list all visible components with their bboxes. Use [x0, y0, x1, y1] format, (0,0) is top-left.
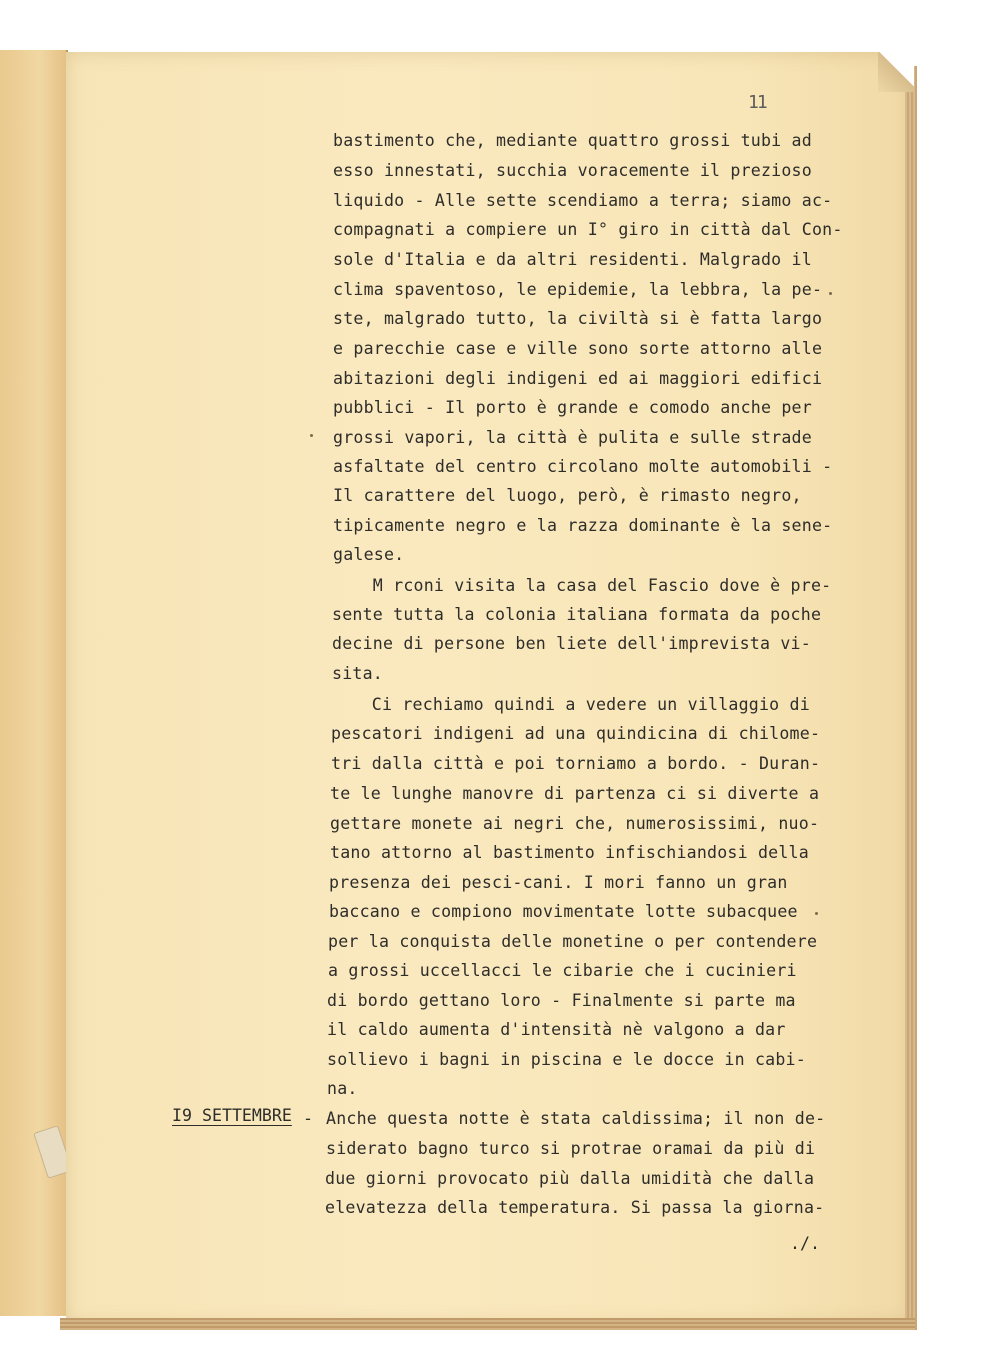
text-line: M rconi visita la casa del Fascio dove è pre-: [332, 576, 832, 595]
text-line: siderato bagno turco si protrae oramai da più di: [326, 1139, 816, 1158]
text-line: il caldo aumenta d'intensità nè valgono a dar: [327, 1020, 786, 1039]
paper-speck: [310, 434, 313, 437]
text-line: tri dalla città e poi torniamo a bordo. - Duran-: [331, 754, 821, 773]
text-line: tano attorno al bastimento infischiandosi della: [330, 843, 809, 862]
text-line: pubblici - Il porto è grande e comodo anche per: [333, 398, 812, 417]
date-heading: I9 SETTEMBRE: [172, 1106, 292, 1125]
text-line: na.: [327, 1079, 358, 1098]
text-line: due giorni provocato più dalla umidità che dalla: [325, 1169, 815, 1188]
page-corner-fold: [878, 52, 914, 92]
text-line: clima spaventoso, le epidemie, la lebbra, la pe-: [333, 280, 823, 299]
page-stack-edge: [905, 66, 917, 1330]
text-line: sita.: [332, 664, 383, 683]
text-line: e parecchie case e ville sono sorte attorno alle: [333, 339, 823, 358]
text-line: sente tutta la colonia italiana formata da poche: [332, 605, 822, 624]
text-line: elevatezza della temperatura. Si passa la giorna-: [325, 1198, 825, 1217]
text-line: ste, malgrado tutto, la civiltà si è fatta largo: [333, 309, 823, 328]
text-line: abitazioni degli indigeni ed ai maggiori edifici: [333, 369, 823, 388]
text-line: galese.: [333, 545, 405, 564]
page-number: 11: [748, 92, 766, 113]
continuation-mark: ./.: [790, 1234, 820, 1253]
date-dash: -: [303, 1109, 314, 1128]
text-line: sollievo i bagni in piscina e le docce in cabi-: [327, 1050, 806, 1069]
text-line: asfaltate del centro circolano molte automobili -: [333, 457, 833, 476]
text-line: decine di persone ben liete dell'imprevista vi-: [332, 634, 811, 653]
text-line: Ci rechiamo quindi a vedere un villaggio di: [331, 695, 810, 714]
text-line: pescatori indigeni ad una quindicina di chilome-: [331, 724, 821, 743]
text-line: baccano e compiono movimentate lotte subacquee: [329, 902, 798, 921]
text-line: presenza dei pesci-cani. I mori fanno un gran: [329, 873, 788, 892]
text-line: compagnati a compiere un I° giro in città dal Con-: [333, 220, 843, 239]
text-line: grossi vapori, la città è pulita e sulle strade: [333, 428, 812, 447]
text-line: di bordo gettano loro - Finalmente si parte ma: [327, 991, 796, 1010]
text-line: per la conquista delle monetine o per contendere: [328, 932, 818, 951]
text-line: te le lunghe manovre di partenza ci si diverte a: [330, 784, 820, 803]
text-line: gettare monete ai negri che, numerosissimi, nuo-: [330, 814, 820, 833]
text-line: bastimento che, mediante quattro grossi tubi ad: [333, 131, 812, 150]
document-page: [66, 52, 912, 1324]
text-line: esso innestati, succhia voracemente il prezioso: [333, 161, 812, 180]
paper-speck: [815, 912, 818, 915]
text-line: a grossi uccellacci le cibarie che i cucinieri: [328, 961, 797, 980]
text-line: tipicamente negro e la razza dominante è la sene-: [333, 516, 833, 535]
text-line: Il carattere del luogo, però, è rimasto negro,: [333, 486, 802, 505]
text-line: liquido - Alle sette scendiamo a terra; siamo ac-: [333, 191, 833, 210]
paper-speck: [829, 292, 832, 295]
text-line: Anche questa notte è stata caldissima; il non de-: [326, 1109, 826, 1128]
text-line: sole d'Italia e da altri residenti. Malgrado il: [333, 250, 812, 269]
page-stack-bottom: [60, 1318, 915, 1330]
